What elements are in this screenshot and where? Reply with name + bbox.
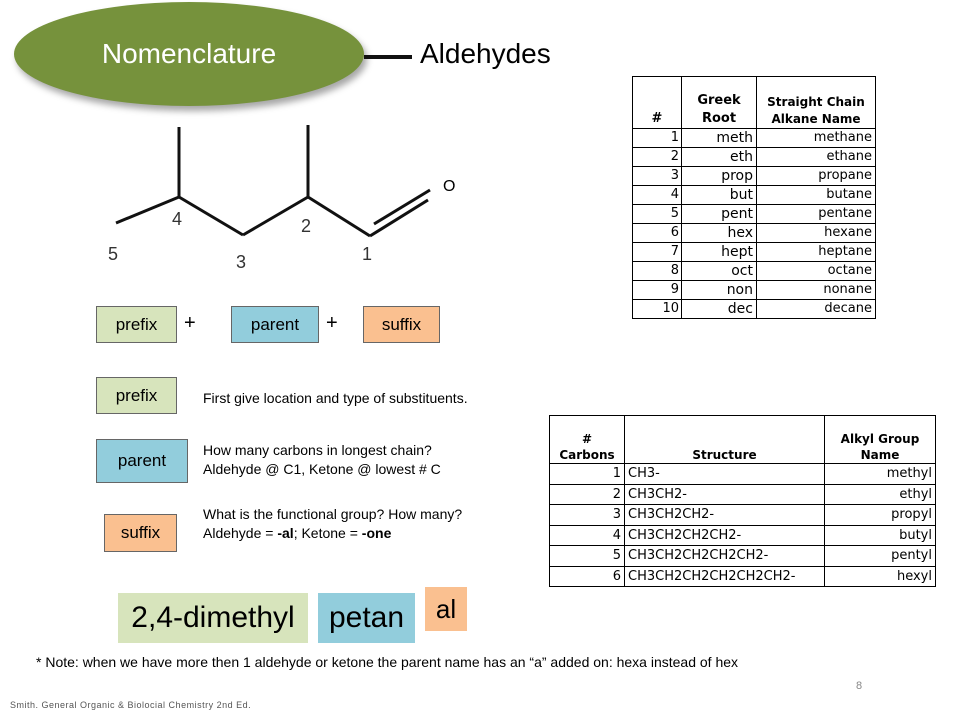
bond-c1-o-b xyxy=(374,190,430,224)
page-subtitle: Aldehydes xyxy=(420,38,551,69)
table-cell: eth xyxy=(682,148,757,167)
table-row xyxy=(633,224,876,243)
table-cell: 10 xyxy=(633,300,682,319)
table-cell: decane xyxy=(757,300,876,319)
table-cell: butane xyxy=(757,186,876,205)
bond-c2-c1 xyxy=(308,197,370,236)
step-suffix-line-1: What is the functional group? How many? xyxy=(203,506,463,522)
table-row xyxy=(550,525,936,546)
carbon-number-4: 4 xyxy=(172,209,183,229)
table-row xyxy=(633,148,876,167)
col-header-structure: Structure xyxy=(625,416,825,464)
table-cell: 8 xyxy=(633,262,682,281)
step-prefix-box: prefix xyxy=(96,377,177,414)
table-cell: hexyl xyxy=(825,566,936,587)
table-cell: propane xyxy=(757,167,876,186)
step-parent-line-2: Aldehyde @ C1, Ketone @ lowest # C xyxy=(203,461,441,477)
alkyl-group-table xyxy=(549,415,936,587)
table-row xyxy=(550,464,936,485)
table-cell: nonane xyxy=(757,281,876,300)
table-cell: 1 xyxy=(550,464,625,485)
carbon-number-3: 3 xyxy=(236,252,247,272)
carbon-number-5: 5 xyxy=(108,244,119,264)
aldehyde-label: Aldehyde = xyxy=(203,525,278,541)
table-row xyxy=(633,186,876,205)
table-cell: hex xyxy=(682,224,757,243)
table-cell: ethyl xyxy=(825,484,936,505)
table-row xyxy=(550,484,936,505)
step-suffix-box: suffix xyxy=(104,514,177,552)
answer-suffix: al xyxy=(425,587,467,631)
table-row xyxy=(633,262,876,281)
table-cell: 4 xyxy=(550,525,625,546)
formula-parent-box: parent xyxy=(231,306,319,343)
table-cell: CH3- xyxy=(625,464,825,485)
formula-suffix-box: suffix xyxy=(363,306,440,343)
table-cell: 2 xyxy=(633,148,682,167)
step-prefix-text: First give location and type of substituents. xyxy=(203,390,468,406)
col-header-alkane-name: Straight Chain Alkane Name xyxy=(757,77,876,129)
table-cell: 5 xyxy=(633,205,682,224)
table-cell: methyl xyxy=(825,464,936,485)
table-cell: CH3CH2CH2CH2CH2- xyxy=(625,546,825,567)
table-cell: 3 xyxy=(633,167,682,186)
carbon-number-1: 1 xyxy=(362,244,373,264)
bond-c1-o-a xyxy=(370,200,428,236)
carbon-number-2: 2 xyxy=(301,216,312,236)
table-cell: hexane xyxy=(757,224,876,243)
table-cell: oct xyxy=(682,262,757,281)
table-row xyxy=(633,300,876,319)
table-cell: CH3CH2- xyxy=(625,484,825,505)
table-cell: non xyxy=(682,281,757,300)
table-row xyxy=(550,546,936,567)
col-header-greek-root: Greek Root xyxy=(682,77,757,129)
table-row xyxy=(550,566,936,587)
table-cell: hept xyxy=(682,243,757,262)
page-title: Nomenclature xyxy=(101,38,277,69)
table-cell: 7 xyxy=(633,243,682,262)
table-row xyxy=(550,505,936,526)
bond-c3-c2 xyxy=(243,197,308,235)
table-cell: propyl xyxy=(825,505,936,526)
table-cell: 1 xyxy=(633,129,682,148)
table-cell: but xyxy=(682,186,757,205)
table-cell: methane xyxy=(757,129,876,148)
answer-prefix: 2,4-dimethyl xyxy=(118,593,308,643)
formula-plus-1: + xyxy=(184,312,196,334)
step-parent-line-1: How many carbons in longest chain? xyxy=(203,442,432,458)
table-cell: 6 xyxy=(550,566,625,587)
footnote: * Note: when we have more then 1 aldehyde or ketone the parent name has an “a” added on: hexa instead of hex xyxy=(36,654,739,670)
molecule-structure xyxy=(100,120,460,290)
aldehyde-suffix: -al xyxy=(277,525,294,541)
table-cell: 6 xyxy=(633,224,682,243)
table-cell: 3 xyxy=(550,505,625,526)
table-row xyxy=(633,205,876,224)
table-cell: CH3CH2CH2CH2CH2CH2- xyxy=(625,566,825,587)
table-cell: pent xyxy=(682,205,757,224)
step-parent-box: parent xyxy=(96,439,188,483)
table-header-row xyxy=(633,77,876,129)
step-parent-text xyxy=(203,441,441,479)
citation: Smith. General Organic & Biolocial Chemistry 2nd Ed. xyxy=(10,700,252,710)
molecule-bonds xyxy=(116,125,430,236)
table-cell: ethane xyxy=(757,148,876,167)
bond-c4-c3 xyxy=(179,197,243,235)
table-header-row xyxy=(550,416,936,464)
table-cell: CH3CH2CH2CH2- xyxy=(625,525,825,546)
table-cell: pentyl xyxy=(825,546,936,567)
table-cell: meth xyxy=(682,129,757,148)
table-row xyxy=(633,281,876,300)
step-suffix-line-2 xyxy=(203,524,462,543)
step-suffix-text xyxy=(203,505,462,543)
table-cell: dec xyxy=(682,300,757,319)
alkyl-table-body xyxy=(550,464,936,587)
greek-root-table xyxy=(632,76,876,319)
formula-prefix-box: prefix xyxy=(96,306,177,343)
title-connector-line xyxy=(364,55,412,59)
col-header-carbons: # Carbons xyxy=(550,416,625,464)
table-row xyxy=(633,129,876,148)
ketone-label: ; Ketone = xyxy=(293,525,362,541)
col-header-alkyl-name: Alkyl Group Name xyxy=(825,416,936,464)
title-ellipse xyxy=(14,2,364,106)
table-cell: pentane xyxy=(757,205,876,224)
table-cell: butyl xyxy=(825,525,936,546)
col-header-number: # xyxy=(633,77,682,129)
bond-c5-c4 xyxy=(116,197,179,223)
table-cell: CH3CH2CH2- xyxy=(625,505,825,526)
ketone-suffix: -one xyxy=(361,525,392,541)
table-row xyxy=(633,167,876,186)
table-cell: 5 xyxy=(550,546,625,567)
table-cell: heptane xyxy=(757,243,876,262)
table-cell: 9 xyxy=(633,281,682,300)
table-row xyxy=(633,243,876,262)
table-cell: 4 xyxy=(633,186,682,205)
answer-parent: petan xyxy=(318,593,415,643)
oxygen-label: O xyxy=(443,178,456,195)
greek-table-body xyxy=(633,129,876,319)
table-cell: octane xyxy=(757,262,876,281)
table-cell: prop xyxy=(682,167,757,186)
formula-plus-2: + xyxy=(326,312,338,334)
page-number: 8 xyxy=(856,680,863,692)
table-cell: 2 xyxy=(550,484,625,505)
